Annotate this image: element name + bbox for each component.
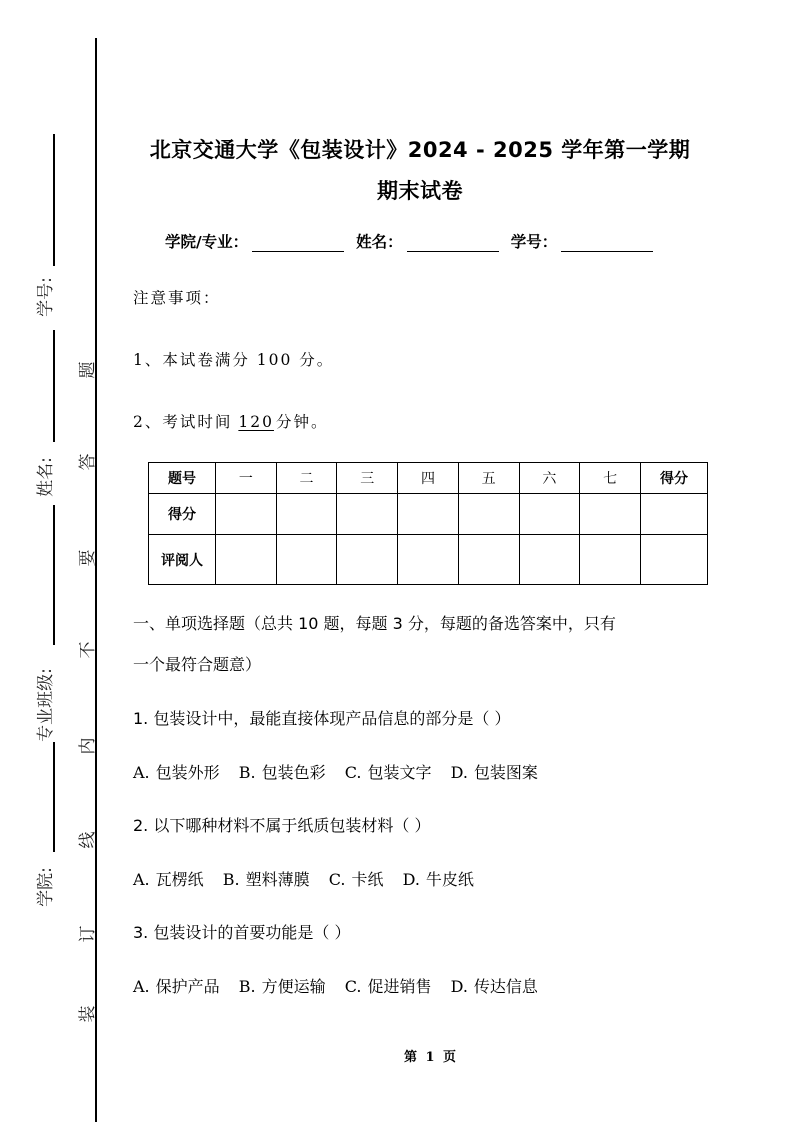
grader-cell[interactable] (337, 535, 398, 585)
option-text: 包装外形 (155, 763, 220, 782)
note-item-2-prefix: 2、考试时间 (133, 413, 233, 431)
option-text: 包装色彩 (261, 763, 326, 782)
college-major-field[interactable] (252, 233, 344, 252)
score-row (149, 494, 708, 535)
name-label: 姓名: (36, 457, 56, 497)
seal-char: 订 (78, 925, 98, 943)
class-label: 专业班级: (36, 668, 56, 742)
row-label: 评阅人 (149, 535, 216, 585)
seal-char: 题 (78, 361, 98, 379)
score-table-header-row (149, 463, 708, 494)
option-c[interactable] (345, 760, 432, 783)
option-letter: A. (133, 763, 150, 782)
header-cell: 四 (398, 463, 459, 494)
grader-cell[interactable] (580, 535, 641, 585)
name-line (53, 330, 55, 442)
score-cell[interactable] (276, 494, 337, 535)
question-3-stem: 3. 包装设计的首要功能是（ ） (133, 923, 351, 942)
section-1-title-cont: 一个最符合题意） (133, 655, 262, 674)
option-b[interactable] (223, 867, 310, 890)
header-cell: 三 (337, 463, 398, 494)
option-text: 瓦楞纸 (155, 870, 204, 889)
grader-cell[interactable] (216, 535, 277, 585)
option-text: 包装图案 (473, 763, 538, 782)
option-letter: A. (133, 977, 150, 996)
notes-heading: 注意事项： (133, 289, 221, 307)
grader-cell[interactable] (458, 535, 519, 585)
seal-char: 装 (78, 1005, 98, 1023)
option-letter: A. (133, 870, 150, 889)
option-text: 卡纸 (351, 870, 384, 889)
name-field-label: 姓名： (356, 233, 403, 251)
score-table (148, 462, 708, 585)
student-info-row (165, 230, 665, 252)
student-id-line (53, 134, 55, 266)
option-letter: B. (238, 763, 256, 782)
score-cell[interactable] (398, 494, 459, 535)
question-3-options (133, 974, 552, 997)
option-letter: D. (450, 977, 468, 996)
option-text: 促进销售 (367, 977, 432, 996)
seal-char: 要 (78, 549, 98, 567)
seal-char: 不 (78, 641, 98, 659)
exam-subtitle: 期末试卷 (377, 179, 463, 203)
header-cell: 六 (519, 463, 580, 494)
seal-char: 线 (78, 831, 98, 849)
header-cell: 七 (580, 463, 641, 494)
grader-cell[interactable] (641, 535, 708, 585)
page-number: 第 1 页 (403, 1050, 457, 1065)
score-cell[interactable] (458, 494, 519, 535)
option-b[interactable] (239, 760, 326, 783)
option-letter: B. (222, 870, 240, 889)
note-item-2 (133, 410, 328, 432)
grader-row (149, 535, 708, 585)
option-letter: C. (328, 870, 346, 889)
option-letter: B. (238, 977, 256, 996)
college-line (53, 742, 55, 852)
section-1-title: 一、单项选择题（总共 10 题，每题 3 分，每题的备选答案中，只有 (133, 614, 616, 633)
option-text: 传达信息 (473, 977, 538, 996)
score-cell[interactable] (641, 494, 708, 535)
student-id-field-label: 学号： (510, 233, 558, 251)
student-id-field[interactable] (561, 233, 653, 252)
option-text: 方便运输 (261, 977, 326, 996)
score-cell[interactable] (337, 494, 398, 535)
option-text: 保护产品 (155, 977, 220, 996)
option-letter: C. (344, 763, 362, 782)
header-cell: 二 (276, 463, 337, 494)
seal-char: 答 (78, 453, 98, 471)
option-a[interactable] (133, 760, 220, 783)
option-text: 包装文字 (367, 763, 432, 782)
exam-title: 北京交通大学《包装设计》2024 - 2025 学年第一学期 (149, 138, 691, 162)
score-cell[interactable] (216, 494, 277, 535)
binding-line (95, 38, 97, 1122)
college-label: 学院: (36, 867, 56, 907)
seal-char: 内 (78, 737, 98, 755)
header-cell: 五 (458, 463, 519, 494)
question-2-options (133, 867, 488, 890)
option-text: 塑料薄膜 (245, 870, 310, 889)
score-cell[interactable] (580, 494, 641, 535)
college-major-label: 学院/专业： (165, 233, 249, 251)
header-cell: 一 (216, 463, 277, 494)
grader-cell[interactable] (398, 535, 459, 585)
score-cell[interactable] (519, 494, 580, 535)
exam-duration-value: 120 (238, 413, 274, 431)
option-a[interactable] (133, 867, 204, 890)
question-1-stem: 1. 包装设计中，最能直接体现产品信息的部分是（ ） (133, 709, 511, 728)
grader-cell[interactable] (519, 535, 580, 585)
option-d[interactable] (451, 974, 538, 997)
student-id-label: 学号: (36, 277, 56, 317)
option-letter: D. (402, 870, 420, 889)
option-d[interactable] (451, 760, 538, 783)
option-d[interactable] (403, 867, 474, 890)
option-text: 牛皮纸 (425, 870, 474, 889)
question-2-stem: 2. 以下哪种材料不属于纸质包装材料（ ） (133, 816, 431, 835)
option-c[interactable] (329, 867, 384, 890)
question-1-options (133, 760, 552, 783)
option-b[interactable] (239, 974, 326, 997)
option-letter: D. (450, 763, 468, 782)
grader-cell[interactable] (276, 535, 337, 585)
note-item-1: 1、本试卷满分 100 分。 (133, 351, 335, 369)
header-cell: 得分 (641, 463, 708, 494)
row-label: 得分 (149, 494, 216, 535)
option-a[interactable] (133, 974, 220, 997)
class-line (53, 505, 55, 645)
option-c[interactable] (345, 974, 432, 997)
option-letter: C. (344, 977, 362, 996)
name-field[interactable] (407, 233, 499, 252)
note-item-2-suffix: 分钟。 (275, 413, 329, 431)
header-cell: 题号 (149, 463, 216, 494)
